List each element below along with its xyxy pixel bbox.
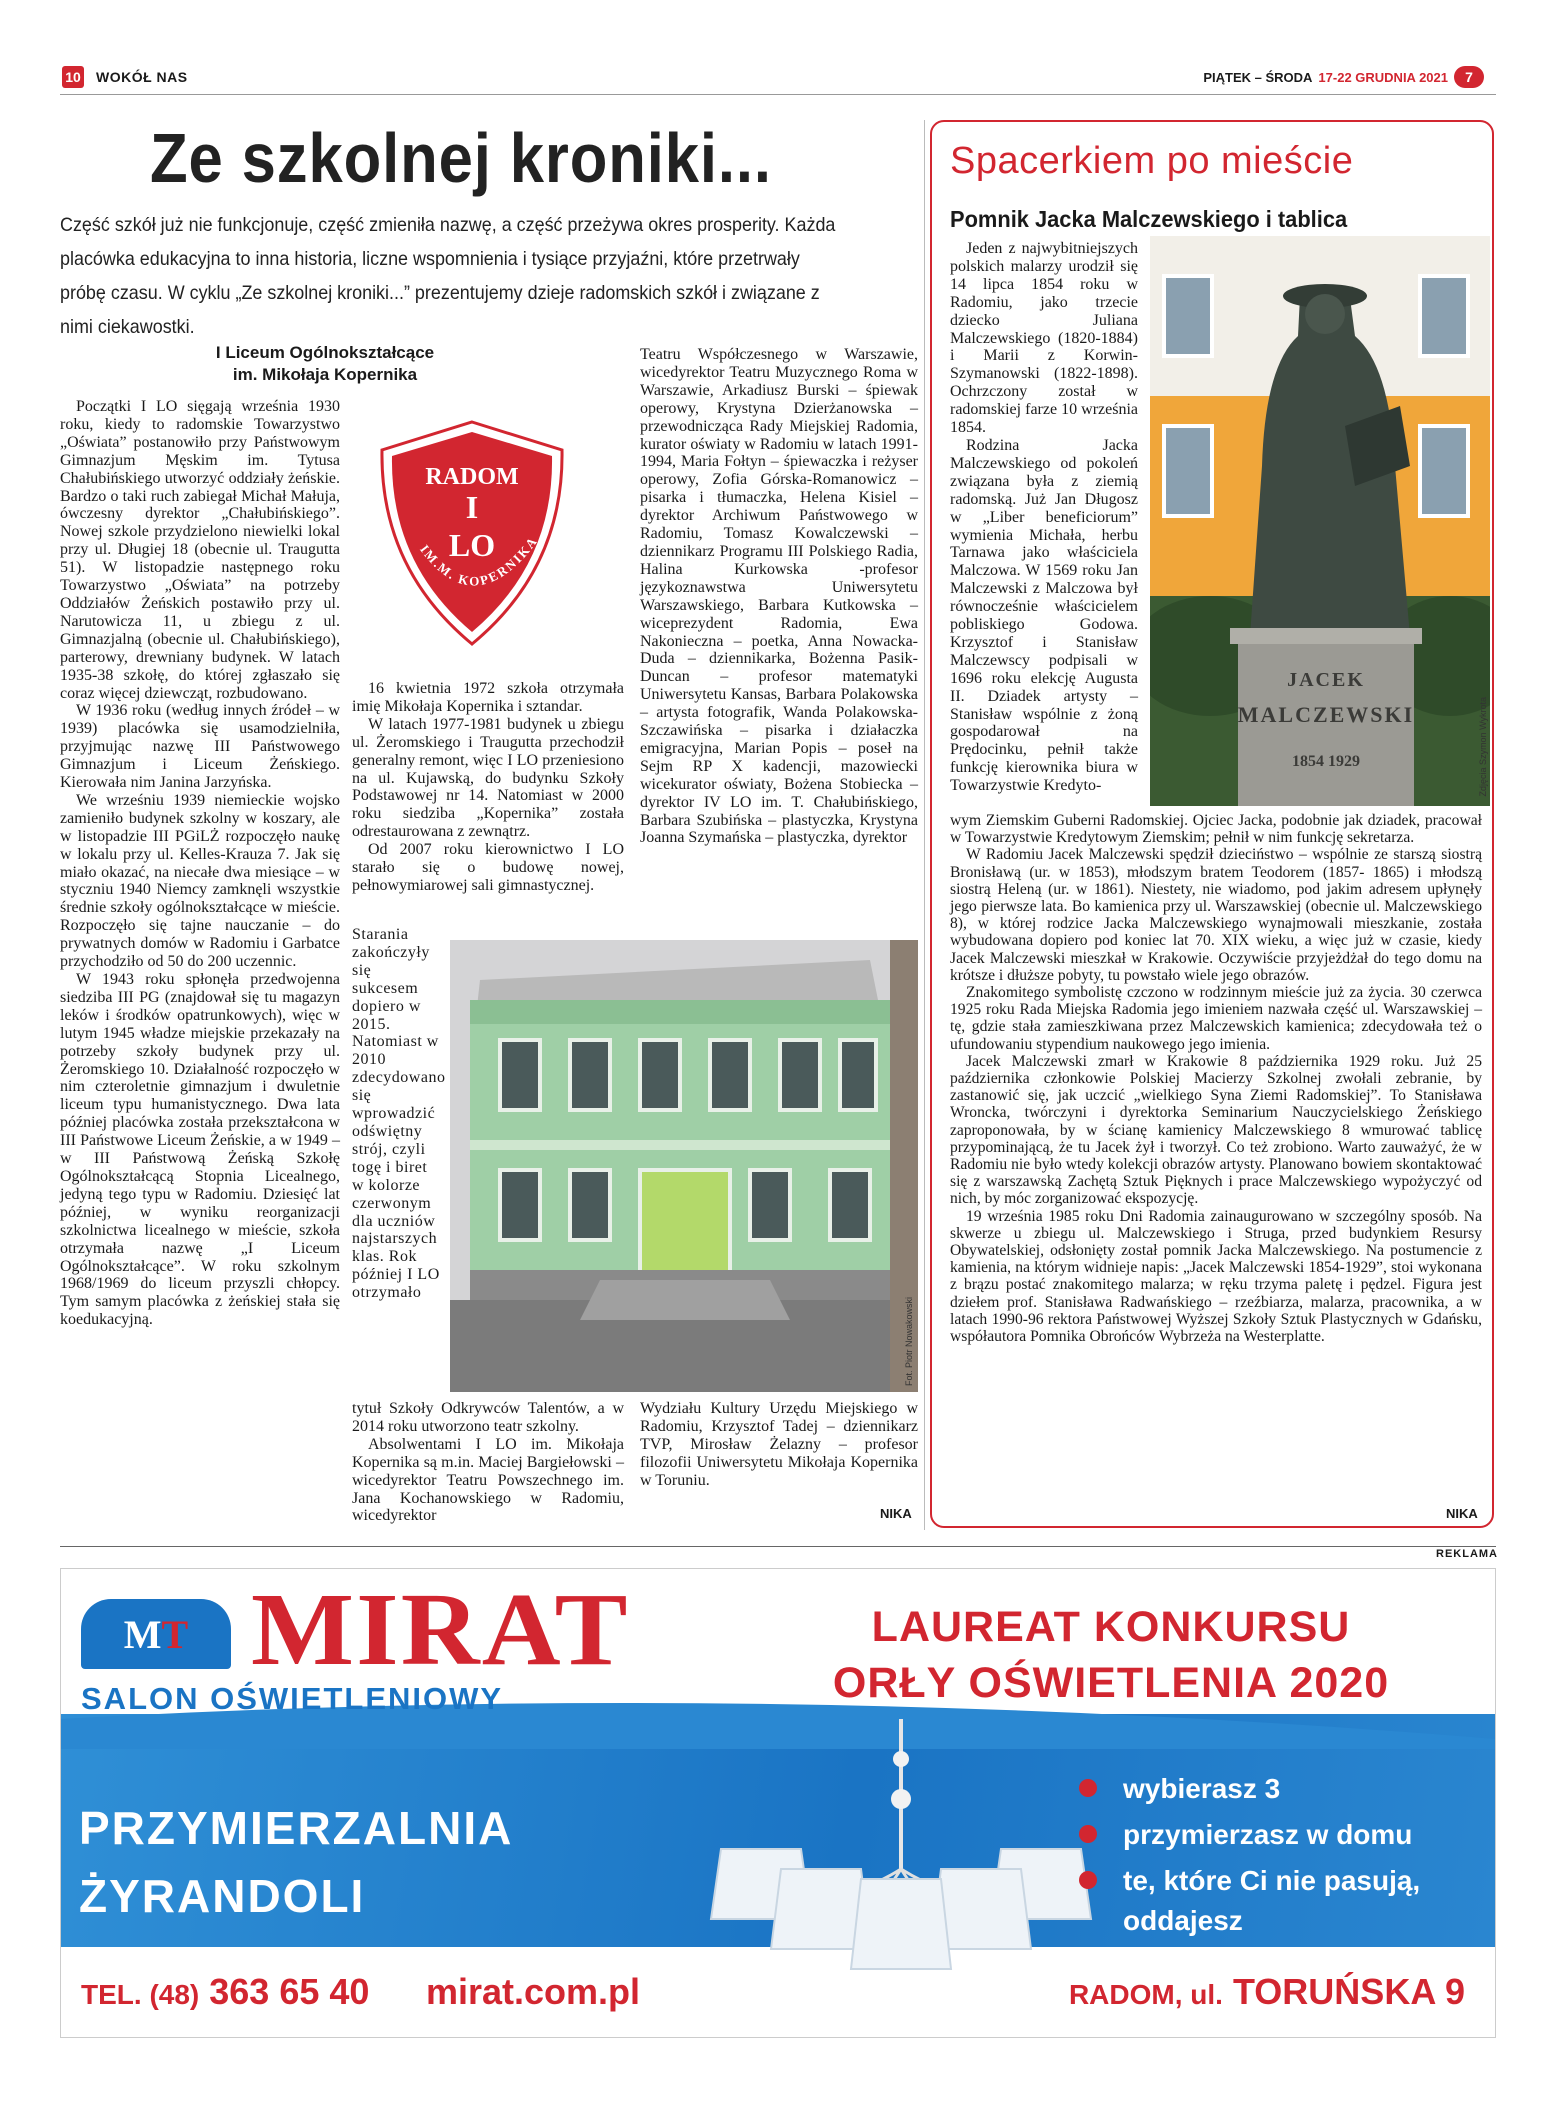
ad-brand-name: MIRAT [251, 1572, 630, 1687]
ad-divider [60, 1546, 1496, 1547]
ad-bullet-list [1079, 1769, 1495, 1947]
subhead-line-2: im. Mikołaja Kopernika [232, 365, 418, 384]
shield-text-lo: LO [448, 527, 496, 563]
issue-dates: 17-22 GRUDNIA 2021 [1318, 69, 1448, 85]
shield-text-i: I [465, 489, 479, 525]
paragraph: Jeden z najwybitniejszych polskich malarzy urodził się 14 lipca 1854 roku w Radomiu, jako trzecie dziecko Juliana Malczewskiego (1820-1884) i Marii z Korwin-Szymanowski (1822-1898). Ochrzczony został w radomskiej farze 10 września 1854. [950, 240, 1138, 437]
ad-award [761, 1599, 1461, 1711]
ad-headline [79, 1794, 513, 1930]
paragraph: We wrześniu 1939 niemieckie wojsko zamieniło budynek szkolny w koszary, ale w listopadzie III PGiLŻ rozpoczęło naukę w lokalu przy ul. Kelles-Krauza 7. Jak się miało okazać, na niecałe dwa miesiące – w styczniu 1940 Niemcy zamknęli wszystkie średnie szkoły ogólnokształcące w mieście. Rozpoczęło się tajne nauczanie – do prywatnych domów w Radomiu i Garbatce przychodziło od 50 do 200 uczennic. [60, 791, 340, 971]
headline-line-1: PRZYMIERZALNIA [79, 1802, 514, 1854]
ad-label: REKLAMA [1436, 1548, 1498, 1560]
list-item: te, które Ci nie pasują, oddajesz [1079, 1861, 1495, 1941]
page-header-right [1203, 66, 1484, 88]
logo-letter-t: T [161, 1611, 189, 1657]
monument-photo-credit: Zdjęcia Szymon Wykrota [1478, 696, 1488, 796]
paragraph: Jacek Malczewski zmarł w Krakowie 8 października 1929 roku. Już 25 października członkowie Polskiej Macierzy Szkolnej zwołali zebranie, by zastanowić się, jak uczcić „wielkiego Syna Ziemi Radomskiej”. To Stanisława Wroncka, twórczyni i dyrektorka Seminarium Nauczycielskiego Żeńskiego zaproponowała, by w ścianę kamienicy Malczewskiego 8 wmurować tablicę przypominającą, że tu Jacek żył i tworzył. Co też zrobiono. Warto zauważyć, że w Radomiu nie było wtedy kolekcji obrazów artysty. Planowano bowiem skontaktować się z warszawską Zachętą Sztuk Pięknych i prace Malczewskiego wypożyczyć od nich, by móc zorganizować ekspozycję. [950, 1052, 1482, 1208]
article-column-1 [60, 398, 340, 1329]
address-prefix: RADOM, ul. [1068, 1979, 1223, 2010]
ad-tagline: SALON OŚWIETLENIOWY [81, 1681, 504, 1716]
paragraph: wym Ziemskim Guberni Radomskiej. Ojciec Jacka, podobnie jak dziadek, pracował w Towarzystwie Kredytowym Ziemskim; pełnił w nim funkcję sekretarza. [950, 812, 1482, 847]
shield-text-radom: RADOM [425, 464, 519, 490]
article-column-2-bottom [352, 1400, 624, 1525]
mirat-advertisement [60, 1568, 1496, 2038]
paragraph: W Radomiu Jacek Malczewski spędził dzieciństwo – wspólnie ze starszą siostrą Bronisławą (ur. w 1853), młodszym bratem Teodorem (1857- 1865) i młodszą siostrą Heleną (ur. w 1861). Niestety, nie wiadomo, pod jakim adresem upłynęły jego pierwsze lata. Bo kamienica przy ul. Warszawskiej (obecnie ul. Malczewskiego 8), w której rodzice Jacka Malczewskiego wynajmowali mieszkanie, została wybudowana dopiero pod koniec lat 70. XIX wieku, a więc już w czasie, kiedy Jacek Malczewski mieszkał w Krakowie. Oczywiście przyjeżdżał do tego domu na krótsze i dłuższe pobyty, tu powstało wiele jego obrazów. [950, 846, 1482, 984]
section-name: WOKÓŁ NAS [96, 69, 188, 85]
photo-credit: Fot. Piotr Nowakowski [904, 1296, 914, 1386]
paragraph: Początki I LO sięgają września 1930 roku, kiedy to radomskie Towarzystwo „Oświata” postanowiło przy Państwowym Gimnazjum Męskim im. Tytusa Chałubińskiego utworzyć oddziały żeńskie. Bardzo o taki ruch zabiegał Michał Małuja, ówczesny dyrektor „Chałubińskiego”. Nowej szkole przydzielono niewielki lokal przy ul. Długiej 18 (obecnie ul. Traugutta 51). W listopadzie następnego roku Towarzystwo „Oświata” na potrzeby Oddziałów Żeńskich postawiło przy ul. Narutowicza 11, u zbiegu z ul. Gimnazjalną (obecnie ul. Chałubińskiego), parterowy, drewniany budynek. W latach 1935-38 szkołę, do której zgłaszało się coraz więcej dziewcząt, rozbudowano. [60, 398, 340, 702]
phone-number: 363 65 40 [209, 1971, 370, 2012]
paragraph: Starania zakończyły się sukcesem dopiero w 2015. Natomiast w 2010 zdecydowano się wprowadzić odświętny strój, czyli togę i biret w kolorze czerwonym dla uczniów najstarszych klas. Rok później I LO otrzymało [352, 926, 446, 1302]
shield-arc-textpath: IM.M. KOPERNIKA [417, 533, 541, 589]
paragraph: Absolwentami I LO im. Mikołaja Kopernika są m.in. Maciej Bargiełowski – wicedyrektor Teatru Powszechnego im. Jana Kochanowskiego w Radomiu, wicedyrektor [352, 1435, 624, 1525]
paragraph: Znakomitego symbolistę czczono w rodzinnym mieście już za życia. 30 czerwca 1925 roku Rada Miejska Radomia jego imieniem nazwała część ul. Warszawskiej – tę, gdzie stała zamieszkiwana przez Malczewskich kamienica; zdecydowała też o ufundowaniu stypendium naukowego jego imienia. [950, 984, 1482, 1053]
monument-photo [1150, 236, 1490, 806]
newspaper-logo: 7 [1454, 66, 1484, 88]
ad-address [1069, 1971, 1465, 2013]
school-shield-logo [372, 418, 572, 648]
article-lead: Część szkół już nie funkcjonuje, część zmieniła nazwę, a część przeżywa okres prosperity. Każda placówka edukacyjna to inna historia, liczne wspomnienia i tysiące przyjaźni, które przetrwały próbę czasu. W cyklu „Ze szkolnej kroniki...” prezentujemy dzieje radomskich szkół i związane z nimi ciekawostki. [60, 214, 836, 338]
article-subhead [200, 342, 450, 386]
ad-website-link[interactable]: mirat.com.pl [426, 1971, 641, 2012]
article-signature: NIKA [880, 1506, 912, 1521]
school-building-illustration [450, 940, 918, 1392]
mirat-logo-icon [81, 1599, 231, 1669]
logo-letter-m: M [123, 1611, 162, 1657]
headline-line-2: ŻYRANDOLI [79, 1870, 366, 1922]
list-item: wybierasz 3 [1079, 1769, 1495, 1809]
monument-inscription-3: 1854 1929 [1292, 753, 1360, 770]
school-building-photo [450, 940, 918, 1392]
paragraph: W latach 1977-1981 budynek u zbiegu ul. Żeromskiego i Traugutta przechodził generalny remont, więc I LO przeniesiono na ul. Kujawską, do budynku Szkoły Podstawowej nr 14. Natomiast w 2000 roku siedziba „Kopernika” została odrestaurowana z zewnątrz. [352, 715, 624, 841]
phone-prefix: TEL. (48) [81, 1979, 200, 2010]
article-column-2-top [352, 680, 624, 895]
chandelier-icon [701, 1719, 1101, 2019]
sidebar-signature: NIKA [1446, 1506, 1478, 1521]
subhead-line-1: I Liceum Ogólnokształcące [215, 343, 435, 362]
column-divider [924, 120, 925, 1530]
issue-days: PIĄTEK – ŚRODA [1203, 69, 1313, 85]
header-divider [60, 94, 1496, 95]
article-column-3-bottom [640, 1400, 918, 1490]
article-column-2-narrow [352, 926, 446, 1302]
monument-illustration [1150, 236, 1490, 806]
article-column-3-top [640, 346, 918, 847]
paragraph: tytuł Szkoły Odkrywców Talentów, a w 2014 roku utworzono teatr szkolny. [352, 1400, 624, 1435]
page-number: 10 [62, 66, 84, 88]
paragraph: 19 września 1985 roku Dni Radomia zainaugurowano w szczególny sposób. Na skwerze u zbiegu ul. Malczewskiego i Struga, przed budynkiem Resursy Obywatelskiej, odsłonięty został pomnik Jacka Malczewskiego. Na postumencie z kamienia, na którym widnieje napis: „Jacek Malczewski 1854-1929”, stoi wykonana z brązu postać znakomitego malarza; w ręku trzyma paletę i pędzel. Figura jest dziełem prof. Stanisława Radwańskiego – rzeźbiarza, malarza, pracownika, a w latach 1990-96 rektora Państwowej Wyższej Szkoły Sztuk Plastycznych w Gdańsku, współautora Pomnika Obrońców Wybrzeża na Westerplatte. [950, 1207, 1482, 1346]
paragraph: Wydziału Kultury Urzędu Miejskiego w Radomiu, Krzysztof Tadej – dziennikarz TVP, Mirosław Żelazny – profesor filozofii Uniwersytetu Mikołaja Kopernika w Toruniu. [640, 1400, 918, 1489]
page-header-left [62, 66, 188, 88]
sidebar-subtitle: Pomnik Jacka Malczewskiego i tablica [950, 206, 1348, 232]
article-title: Ze szkolnej kroniki... [150, 119, 772, 197]
monument-inscription-2: MALCZEWSKI [1237, 702, 1415, 727]
sidebar-column-wide [950, 812, 1482, 1345]
paragraph: W 1936 roku (według innych źródeł – w 1939) placówka się usamodzielniła, przyjmując nazwę III Państwowego Gimnazjum i Liceum Żeńskiego. Kierowała nim Janina Jarzyńska. [60, 702, 340, 792]
list-item: przymierzasz w domu [1079, 1815, 1495, 1855]
paragraph: W 1943 roku spłonęła przedwojenna siedziba III PG (znajdował się tu magazyn leków i środków opatrunkowych), więc w lutym 1945 władze miejskie przekazały na potrzeby szkoły budynek przy ul. Żeromskiego 10. Działalność rozpoczęło w nim czteroletnie gimnazjum i dwuletnie liceum typu humanistycznego. Dwa lata później placówka została przekształcona w III Państwowe Liceum Żeńskie, a w 1949 – w III Państwową Żeńską Szkołę Ogólnokształcącą Stopnia Licealnego, jedyną tego typu w Radomiu. Dziesięć lat później, w wyniku reorganizacji szkolnictwa licealnego w mieście, szkoła otrzymała nazwę „I Liceum Ogólnokształcące”. W roku szkolnym 1968/1969 do liceum przyszli chłopcy. Tym samym placówka z żeńskiej stała się koedukacyjną. [60, 971, 340, 1329]
paragraph: Teatru Współczesnego w Warszawie, wicedyrektor Teatru Muzycznego Roma w Warszawie, Arkadiusz Burski – śpiewak operowy, Krystyna Dzierżanowska – przewodnicząca Rady Miejskiej Radomia, kurator oświaty w Radomiu w latach 1991-1994, Maria Fołtyn – śpiewaczka i reżyser operowy, Zofia Górska-Romanowicz – pisarka i tłumaczka, Helena Kisiel – dyrektor Archiwum Państwowego w Radomiu, Tomasz Kowalczewski – dziennikarz Programu III Polskiego Radia, Halina Kurkowska -profesor językoznawstwa Uniwersytetu Warszawskiego, Barbara Kutkowska – wiceprezydent Radomia, Ewa Nakonieczna – poetka, Anna Nowacka-Duda – dziennikarka, Bożenna Pasik-Duncan – profesor matematyki Uniwersytetu Kansas, Barbara Polakowska – artysta fotografik, Wanda Polakowska-Szczawińska – pisarka i działaczka emigracyjna, Marian Popis – poseł na Sejm RP X kadencji, mazowiecki wicekurator oświaty, Bożena Stobiecka – dyrektor IV LO im. T. Chałubińskiego, Barbara Szubińska – plastyczka, Krystyna Joanna Szymańska – plastyczka, dyrektor [640, 346, 918, 847]
monument-inscription-1: JACEK [1287, 669, 1365, 691]
paragraph: Od 2007 roku kierownictwo I LO starało się o budowę nowej, pełnowymiarowej sali gimnastycznej. [352, 841, 624, 894]
sidebar-column-narrow [950, 240, 1138, 795]
sidebar-title: Spacerkiem po mieście [950, 140, 1354, 182]
address-street: TORUŃSKA 9 [1232, 1971, 1465, 2012]
award-line-2: ORŁY OŚWIETLENIA 2020 [832, 1659, 1390, 1707]
award-line-1: LAUREAT KONKURSU [871, 1603, 1351, 1651]
paragraph: Rodzina Jacka Malczewskiego od pokoleń związana była z ziemią radomską. Już Jan Długosz w „Liber beneficiorum” wymienia Michała, herbu Tarnawa jako właściciela Malczowa. W 1569 roku Jan Malczewski z Malczowa był równocześnie właścicielem pobliskiego Godowa. Krzysztof i Stanisław Malczewscy podpisali w 1696 roku elekcję Augusta II. Dziadek artysty – Stanisław wspólnie z żoną gospodarował na Prędocinku, pełnił także funkcję kierownika biura w Towarzystwie Kredyto- [950, 436, 1138, 795]
ad-phone[interactable] [81, 1971, 369, 2013]
paragraph: 16 kwietnia 1972 szkoła otrzymała imię Mikołaja Kopernika i sztandar. [352, 680, 624, 715]
